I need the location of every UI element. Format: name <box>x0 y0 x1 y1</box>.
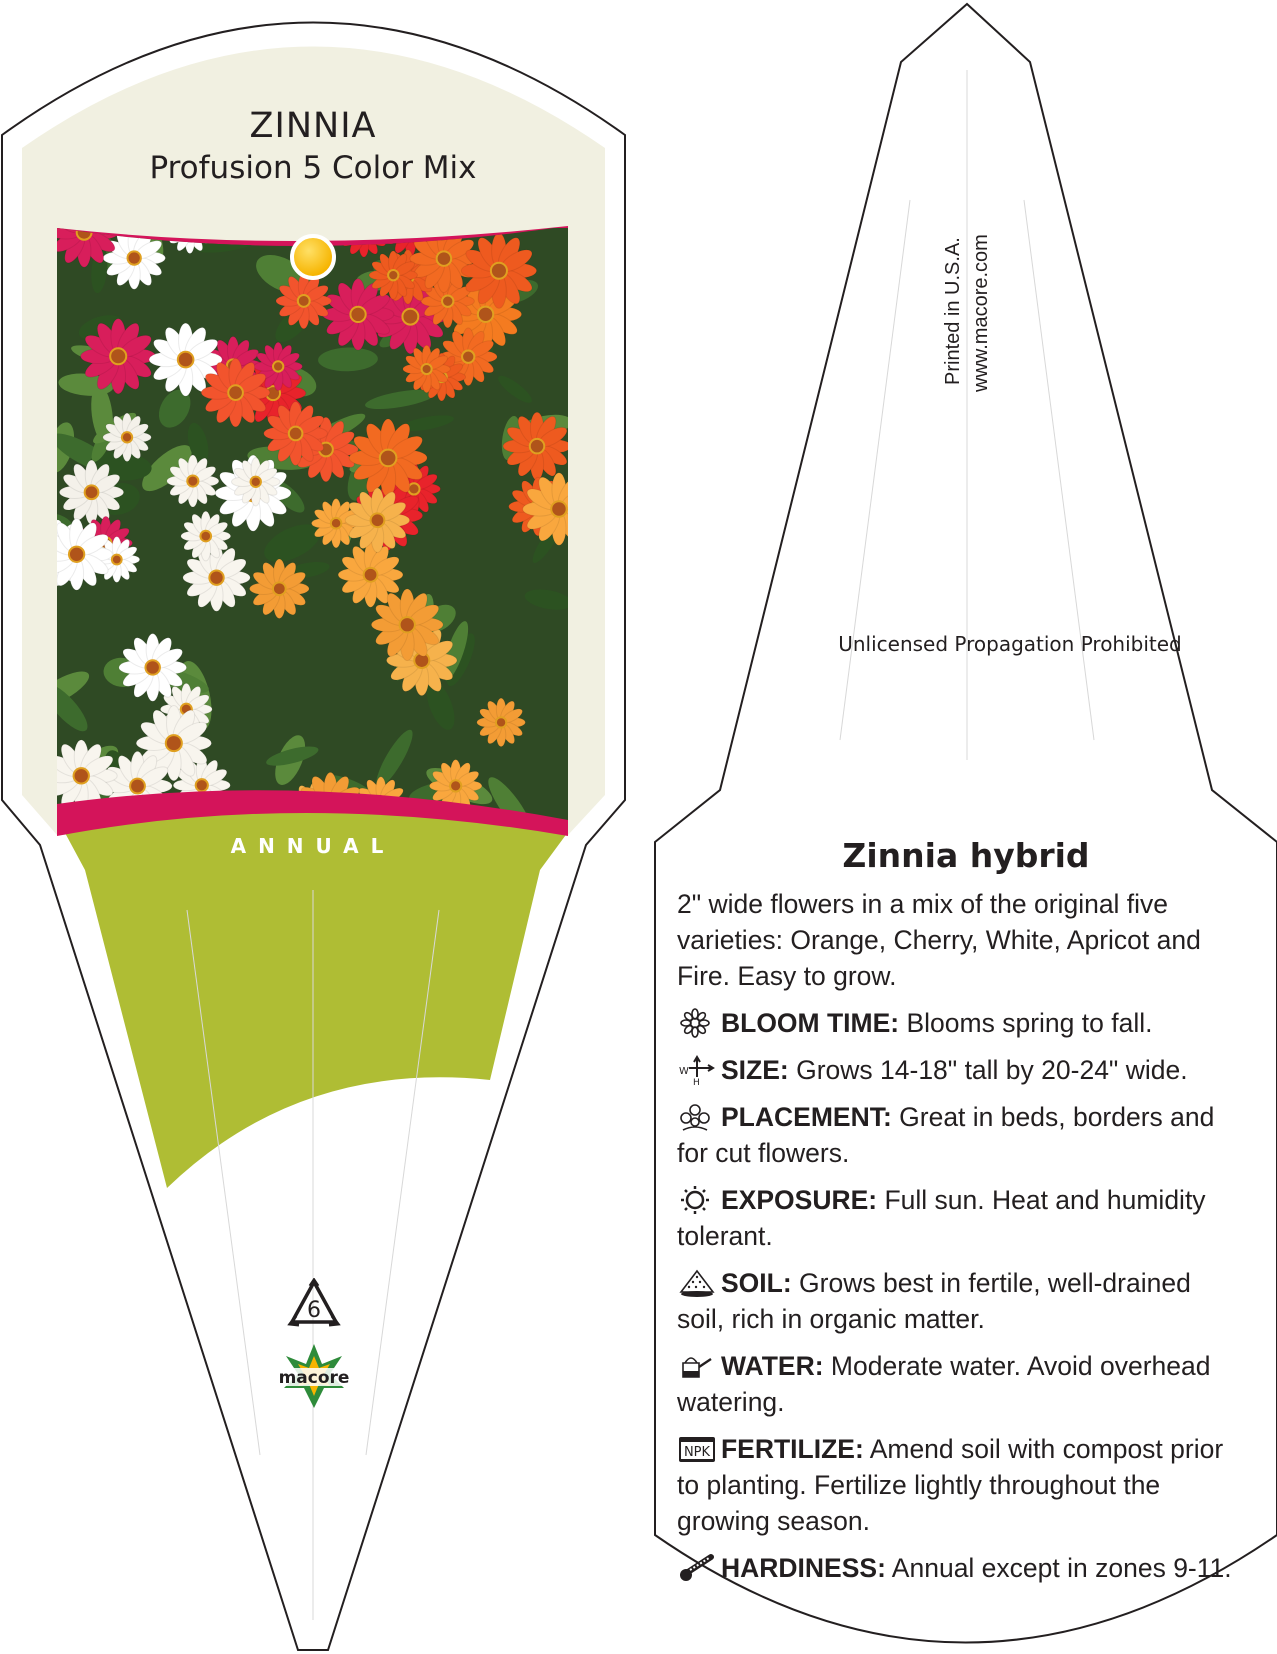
flower-icon <box>677 1008 717 1038</box>
care-placement: PLACEMENT: Great in beds, borders and for cut flowers. <box>677 1102 1215 1168</box>
care-hardiness: HARDINESS: Annual except in zones 9-11. <box>677 1550 1237 1586</box>
macore-logo <box>272 1342 356 1412</box>
category-label: ANNUAL <box>230 834 396 858</box>
unlicensed-notice: Unlicensed Propagation Prohibited <box>838 632 1182 656</box>
printed-in-label: Printed in U.S.A. <box>942 237 964 385</box>
plant-title: ZINNIA <box>249 106 377 146</box>
website-label: www.macore.com <box>970 234 992 392</box>
svg-text:NPK: NPK <box>683 1445 711 1460</box>
care-fertilize: NPK FERTILIZE: Amend soil with compost prior to planting. Fertilize lightly throughout the growing season. <box>677 1434 1224 1536</box>
flower-photo <box>25 191 595 851</box>
recycle-code: 6 <box>307 1298 321 1323</box>
svg-text:W: W <box>679 1066 689 1077</box>
sun-dot-icon <box>292 236 334 278</box>
care-info <box>677 886 1237 1597</box>
plant-variety: Profusion 5 Color Mix <box>149 150 477 186</box>
scientific-name: Zinnia hybrid <box>842 836 1090 875</box>
svg-text:H: H <box>693 1078 700 1085</box>
soil-icon <box>677 1268 717 1298</box>
care-soil: SOIL: Grows best in fertile, well-drained soil, rich in organic matter. <box>677 1268 1191 1334</box>
care-exposure: EXPOSURE: Full sun. Heat and humidity tolerant. <box>677 1185 1206 1251</box>
care-bloom: BLOOM TIME: Blooms spring to fall. <box>677 1005 1237 1041</box>
description: 2" wide flowers in a mix of the original five varieties: Orange, Cherry, White, Apricot and Fire. Easy to grow. <box>677 889 1201 991</box>
sun-icon <box>677 1185 717 1215</box>
care-size: W H SIZE: Grows 14-18" tall by 20-24" wide. <box>677 1052 1237 1088</box>
care-water: WATER: Moderate water. Avoid overhead watering. <box>677 1351 1211 1417</box>
watering-can-icon <box>677 1351 717 1381</box>
thermometer-icon <box>677 1553 717 1583</box>
fertilizer-icon <box>677 1434 717 1464</box>
placement-icon <box>677 1102 717 1132</box>
brand-name: macore <box>278 1368 350 1388</box>
size-icon <box>677 1055 717 1085</box>
recycle-icon <box>284 1278 344 1334</box>
